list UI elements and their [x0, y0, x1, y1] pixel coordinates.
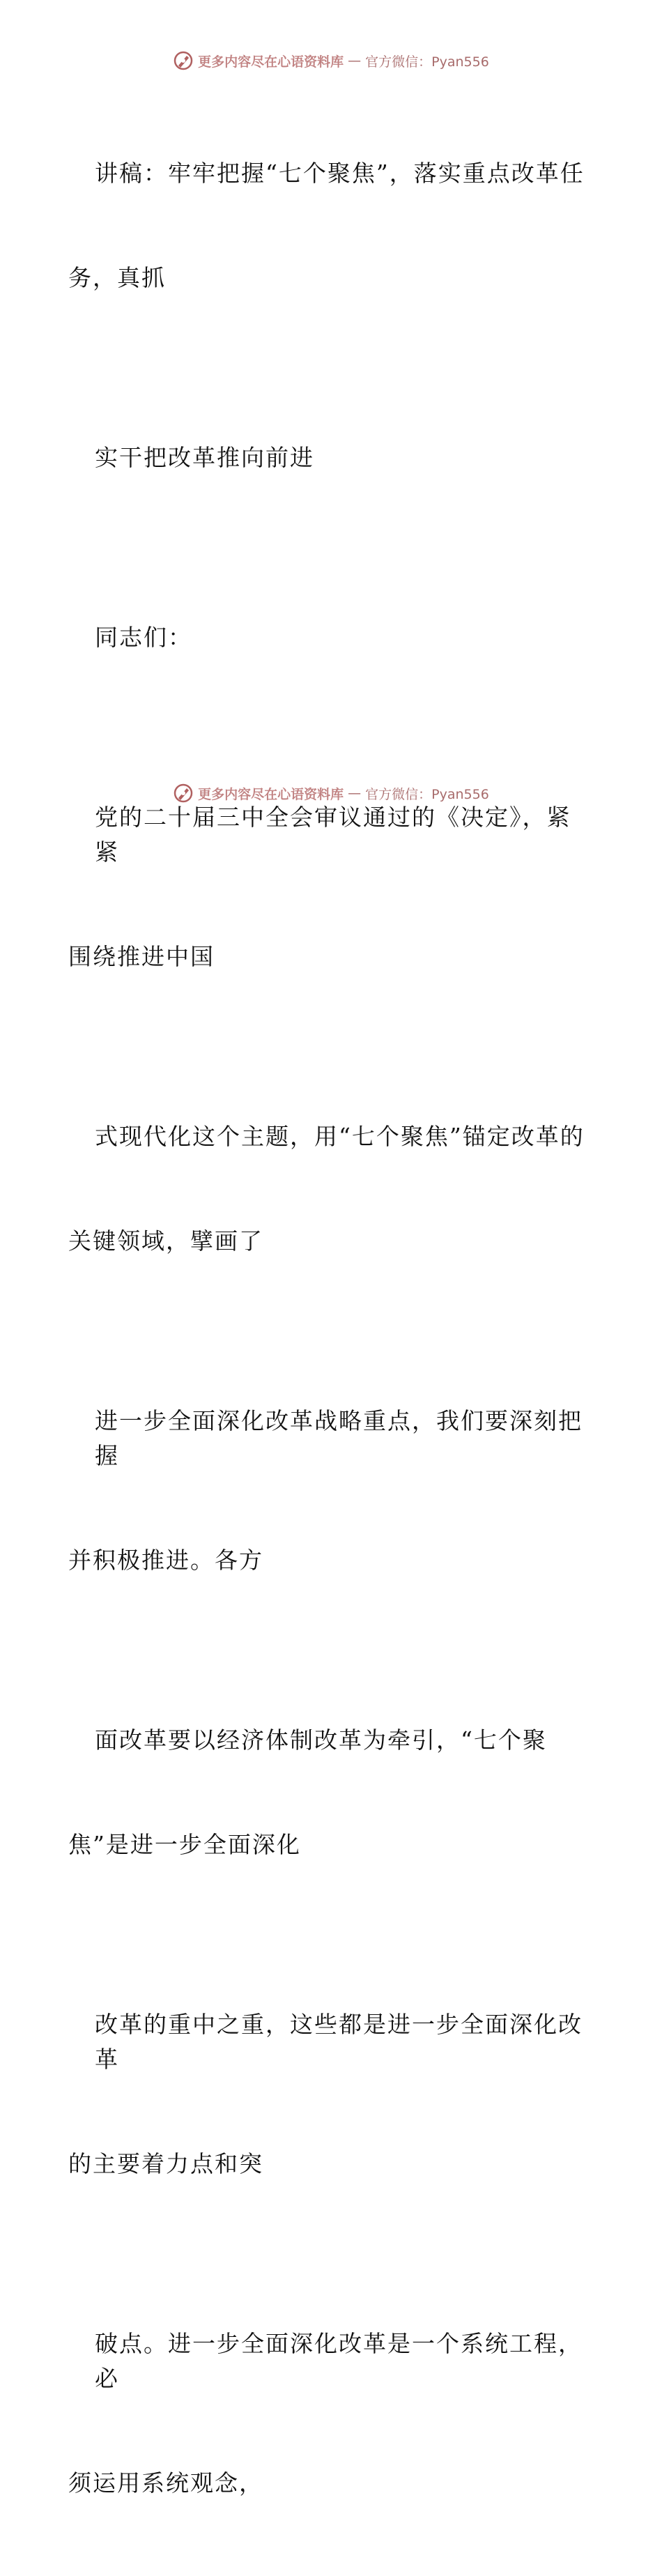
paragraph [68, 371, 594, 545]
paragraph-line: 党的二十届三中全会审议通过的《决定》，紧紧 [95, 804, 571, 866]
paragraph [68, 1050, 594, 1328]
paragraph-line: 务，真抓 [68, 264, 166, 291]
paragraph [68, 730, 594, 1044]
watermark-main-text: 更多内容尽在心语资料库 [198, 786, 344, 802]
paragraph-line: 破点。进一步全面深化改革是一个系统工程，必 [95, 2330, 583, 2392]
paragraph-line: 同志们： [95, 624, 192, 651]
paragraph-line: 式现代化这个主题，用“七个聚焦”锚定改革的 [95, 1123, 585, 1150]
footer-watermark [0, 783, 662, 804]
paragraph-line: 并积极推进。各方 [68, 1547, 263, 1574]
watermark-sub-text: 官方微信：Pyan556 [365, 786, 489, 802]
paragraph-line: 讲稿：牢牢把握“七个聚焦”，落实重点改革任 [95, 160, 585, 187]
paragraph [68, 2257, 594, 2570]
watermark-sub-text: 官方微信：Pyan556 [365, 54, 489, 70]
document-body [68, 86, 594, 2576]
paragraph-line: 实干把改革推向前进 [95, 444, 314, 471]
paragraph [68, 1938, 594, 2251]
paragraph [68, 86, 594, 365]
paragraph-line: 关键领域，擘画了 [68, 1227, 263, 1255]
paragraph-line: 的主要着力点和突 [68, 2150, 263, 2177]
header-watermark [0, 50, 662, 71]
watermark-dash: — [348, 53, 362, 68]
paragraph-line: 焦”是进一步全面深化 [68, 1831, 301, 1858]
paragraph [68, 1334, 594, 1648]
watermark-main-text: 更多内容尽在心语资料库 [198, 54, 344, 70]
pen-logo-icon [173, 783, 194, 804]
watermark-dash: — [348, 785, 362, 801]
paragraph-line: 进一步全面深化改革战略重点，我们要深刻把握 [95, 1407, 583, 1469]
paragraph-line: 围绕推进中国 [68, 943, 215, 970]
paragraph [68, 551, 594, 725]
paragraph [68, 1653, 594, 1932]
paragraph-line: 改革的重中之重，这些都是进一步全面深化改革 [95, 2011, 583, 2073]
pen-logo-icon [173, 50, 194, 71]
paragraph-line: 须运用系统观念， [68, 2469, 263, 2497]
paragraph-line: 面改革要以经济体制改革为牵引，“七个聚 [95, 1726, 547, 1754]
